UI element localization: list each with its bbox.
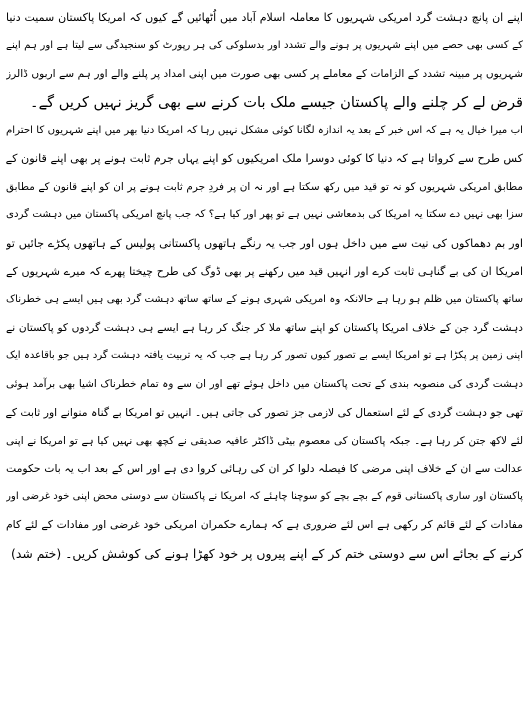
paragraph-2-line-11: تھی جو دہشت گردی کے لئے استعمال کی لازمی جز تصور کی جاتی ہیں۔ انہیں تو امریکا بے گناہ منوانے اور ثابت کے — [6, 405, 523, 419]
paragraph-2-line-1: اب میرا خیال یہ ہے کہ اس خبر کے بعد یہ اندازہ لگانا کوئی مشکل نہیں رہا کہ امریکا دنیا بھر میں اپنے شہریوں کا احترام — [6, 124, 523, 136]
paragraph-2-line-14: پاکستان اور ساری پاکستانی قوم کے بچے بچے کو سوچنا چاہئے کہ امریکا نے پاکستان سے دوستی محض اپنی خود غرضی اور — [6, 491, 523, 503]
paragraph-2-line-10: دہشت گردی کی منصوبہ بندی کے تحت پاکستان میں داخل ہوئے تھے اور ان سے وہ تمام خطرناک اشیا بھی برآمد ہوئی — [6, 378, 523, 391]
paragraph-2-line-16: کرنے کے بجائے اس سے دوستی ختم کر کے اپنے پیروں پر خود کھڑا ہونے کی کوشش کریں۔ (ختم شد) — [11, 545, 523, 561]
paragraph-1-line-1: اپنے ان پانچ دہشت گرد امریکی شہریوں کا معاملہ اسلام آباد میں اُٹھائیں گے کیوں کہ امریکا پاکستان سمیت دنیا — [6, 11, 523, 24]
article-text — [6, 4, 523, 712]
paragraph-2-line-5: اور بم دھماکوں کی نیت سے میں داخل ہوں اور جب یہ رنگے ہاتھوں پاکستانی پولیس کے ہاتھوں پکڑے جائیں تو — [6, 236, 523, 250]
paragraph-1-line-2: کے کسی بھی حصے میں اپنے شہریوں پر ہونے والے تشدد اور بدسلوکی کی ہر رپورٹ کو سنجیدگی سے لیتا ہے اور ہم اپنے — [6, 40, 523, 52]
paragraph-1-line-3: شہریوں پر مبینہ تشدد کے الزامات کے معاملے پر کسی بھی صورت میں اپنی امداد پر پلنے والے اور ہم سے اربوں ڈالرز — [6, 68, 523, 81]
paragraph-2-line-3: مطابق امریکی شہریوں کو نہ تو قید میں رکھ سکتا ہے اور نہ ان پر فردِ جرم ثابت ہونے پر ان کو اپنے قانون کے مطابق — [6, 181, 523, 194]
paragraph-2-line-9: اپنی زمین پر پکڑا ہے تو امریکا ایسے بے تصور کیوں تصور کر رہا ہے جب کہ یہ تربیت یافتہ دہشت گرد ہیں جو باقاعدہ ایک — [6, 350, 523, 362]
paragraph-2-line-13: عدالت سے ان کے خلاف اپنی مرضی کا فیصلہ دلوا کر ان کی رہائی کروا دی ہے اور اس کے بعد اب یہ بات حکومت — [6, 462, 523, 475]
paragraph-2-line-15: مفادات کے لئے قائم کر رکھی ہے اس لئے ضروری ہے کہ ہمارے حکمران امریکی خود غرضی اور مفادات کے لئے کام — [6, 518, 523, 532]
paragraph-2-line-6: امریکا ان کی بے گناہی ثابت کرے اور انہیں قید میں رکھنے پر بھی ڈوگ کی طرح چیختا پھرے کہ میرے شہریوں کے — [6, 264, 523, 278]
paragraph-2-line-8: دہشت گرد جن کے خلاف امریکا پاکستان کو اپنے ساتھ ملا کر جنگ کر رہا ہے ایسے ہی دہشت گردوں کو پاکستان نے — [6, 322, 523, 335]
paragraph-2-line-2: کس طرح سے کرواتا ہے کہ دنیا کا کوئی دوسرا ملک امریکیوں کو اپنے یہاں جرم ثابت ہونے پر بھی اپنے قانون کے — [6, 151, 523, 165]
paragraph-2-line-12: لئے لاکھ جتن کر رہا ہے۔ جبکہ پاکستان کی معصوم بیٹی ڈاکٹر عافیہ صدیقی نے کچھ بھی نہیں کیا ہے تو امریکا نے اپنی — [6, 434, 523, 447]
paragraph-1-line-4: قرض لے کر چلنے والے پاکستان جیسے ملک بات کرنے سے بھی گریز نہیں کریں گے۔ — [30, 93, 523, 111]
paragraph-2-line-4: سزا بھی نہیں دے سکتا یہ امریکا کی بدمعاشی نہیں ہے تو پھر اور کیا ہے؟ کہ جب پانچ امریکی پاکستان میں دہشت گردی — [6, 209, 523, 221]
paragraph-2-line-7: ساتھ پاکستان میں ظلم ہو رہا ہے حالانکہ وہ امریکی شہری ہونے کے ساتھ ساتھ دہشت گرد بھی ہیں ایسے ہی خطرناک — [6, 293, 523, 305]
